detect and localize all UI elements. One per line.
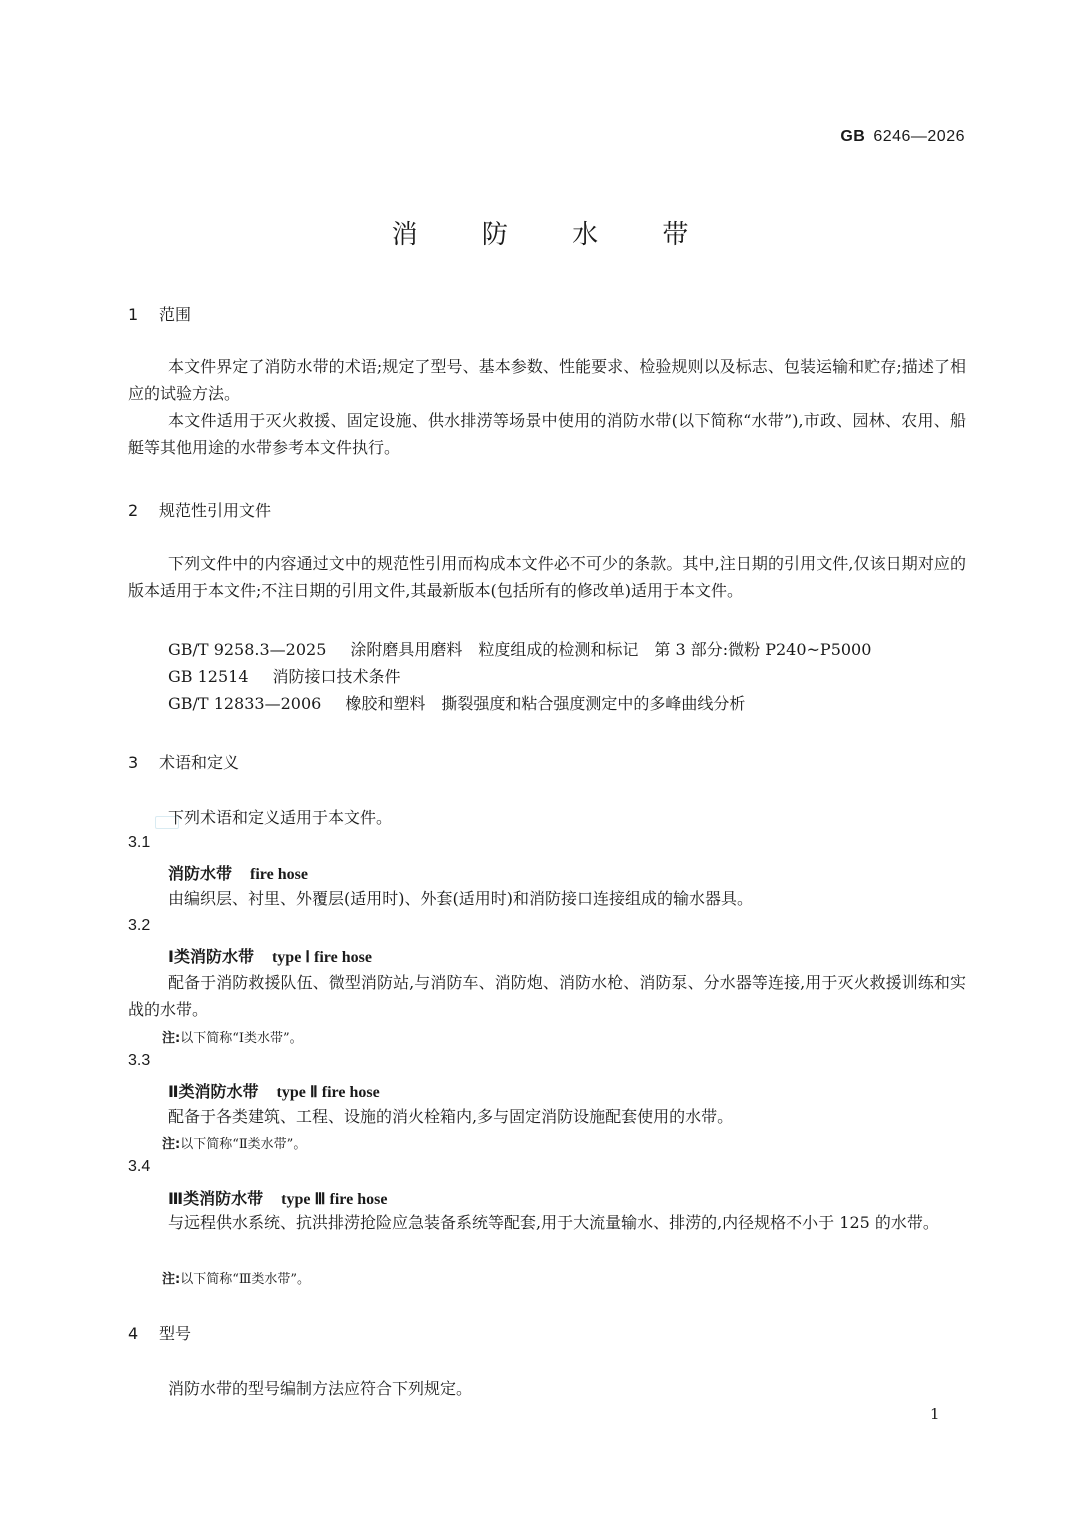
section-title: 范围 <box>159 305 192 324</box>
paragraph: 本文件适用于灭火救援、固定设施、供水排涝等场景中使用的消防水带(以下简称“水带”),市政、园林、农用、船艇等其他用途的水带参考本文件执行。 <box>128 411 966 457</box>
reference-item <box>168 637 871 660</box>
reference-code: GB 12514 <box>168 667 249 686</box>
section-2-heading <box>128 498 271 521</box>
term-number: 3.1 <box>128 834 151 851</box>
reference-item <box>168 664 401 687</box>
terms-intro: 下列术语和定义适用于本文件。 <box>168 808 393 827</box>
term-cn: Ⅰ类消防水带 <box>168 947 254 966</box>
section-1-body <box>128 353 966 461</box>
note-label: 注: <box>162 1137 181 1152</box>
term-title <box>168 1079 380 1102</box>
term-title <box>168 944 372 967</box>
term-en: type Ⅱ fire hose <box>276 1084 380 1101</box>
reference-code: GB/T 9258.3—2025 <box>168 640 327 659</box>
section-title: 规范性引用文件 <box>159 501 272 520</box>
note-text: 以下简称“Ⅲ类水带”。 <box>180 1272 311 1287</box>
page-number: 1 <box>930 1405 940 1423</box>
term-definition: 由编织层、衬里、外覆层(适用时)、外套(适用时)和消防接口连接组成的输水器具。 <box>168 889 753 908</box>
section-number: 4 <box>128 1324 139 1343</box>
section-number: 2 <box>128 501 139 520</box>
term-note <box>162 1027 303 1046</box>
term-number: 3.2 <box>128 917 151 934</box>
document-title: 消 防 水 带 <box>391 220 717 250</box>
term-en: fire hose <box>250 866 308 883</box>
note-label: 注: <box>162 1031 181 1046</box>
term-definition: 配备于各类建筑、工程、设施的消火栓箱内,多与固定消防设施配套使用的水带。 <box>168 1107 734 1126</box>
term-title <box>168 1186 387 1209</box>
term-number: 3.4 <box>128 1158 151 1175</box>
standard-code: 6246—2026 <box>873 128 965 145</box>
term-cn: Ⅲ类消防水带 <box>168 1189 264 1208</box>
section-title: 术语和定义 <box>159 753 240 772</box>
paragraph: 本文件界定了消防水带的术语;规定了型号、基本参数、性能要求、检验规则以及标志、包装运输和贮存;描述了相应的试验方法。 <box>128 357 966 403</box>
note-text: 以下简称“Ⅱ类水带”。 <box>180 1137 307 1152</box>
term-note <box>162 1268 310 1287</box>
section-2-body <box>128 550 966 604</box>
note-label: 注: <box>162 1272 181 1287</box>
note-text: 以下简称“Ⅰ类水带”。 <box>180 1031 303 1046</box>
section-1-heading <box>128 302 191 325</box>
section-3-heading <box>128 750 239 773</box>
reference-name: 消防接口技术条件 <box>272 667 401 686</box>
section-4-heading <box>128 1321 191 1344</box>
term-number: 3.3 <box>128 1052 151 1069</box>
term-definition: 与远程供水系统、抗洪排涝抢险应急装备系统等配套,用于大流量输水、排涝的,内径规格不小于 125 的水带。 <box>168 1213 939 1232</box>
term-cn: Ⅱ类消防水带 <box>168 1082 259 1101</box>
section-title: 型号 <box>159 1324 192 1343</box>
paragraph: 下列文件中的内容通过文中的规范性引用而构成本文件必不可少的条款。其中,注日期的引用文件,仅该日期对应的版本适用于本文件;不注日期的引用文件,其最新版本(包括所有的修改单)适用于本文件。 <box>128 554 966 600</box>
reference-name: 涂附磨具用磨料 粒度组成的检测和标记 第 3 部分:微粉 P240~P5000 <box>350 640 872 659</box>
term-definition: 配备于消防救援队伍、微型消防站,与消防车、消防炮、消防水枪、消防泵、分水器等连接,用于灭火救援训练和实战的水带。 <box>128 973 966 1019</box>
term-en: type Ⅲ fire hose <box>281 1191 388 1208</box>
reference-item <box>168 691 745 714</box>
term-cn: 消防水带 <box>168 864 233 883</box>
section-4-body: 消防水带的型号编制方法应符合下列规定。 <box>168 1379 473 1398</box>
reference-code: GB/T 12833—2006 <box>168 694 322 713</box>
section-number: 1 <box>128 305 139 324</box>
document-header <box>840 128 965 146</box>
section-number: 3 <box>128 753 139 772</box>
standard-prefix: GB <box>840 128 866 145</box>
term-en: type Ⅰ fire hose <box>271 949 372 966</box>
term-title <box>168 861 308 884</box>
reference-name: 橡胶和塑料 撕裂强度和粘合强度测定中的多峰曲线分析 <box>345 694 746 713</box>
term-note <box>162 1133 306 1152</box>
